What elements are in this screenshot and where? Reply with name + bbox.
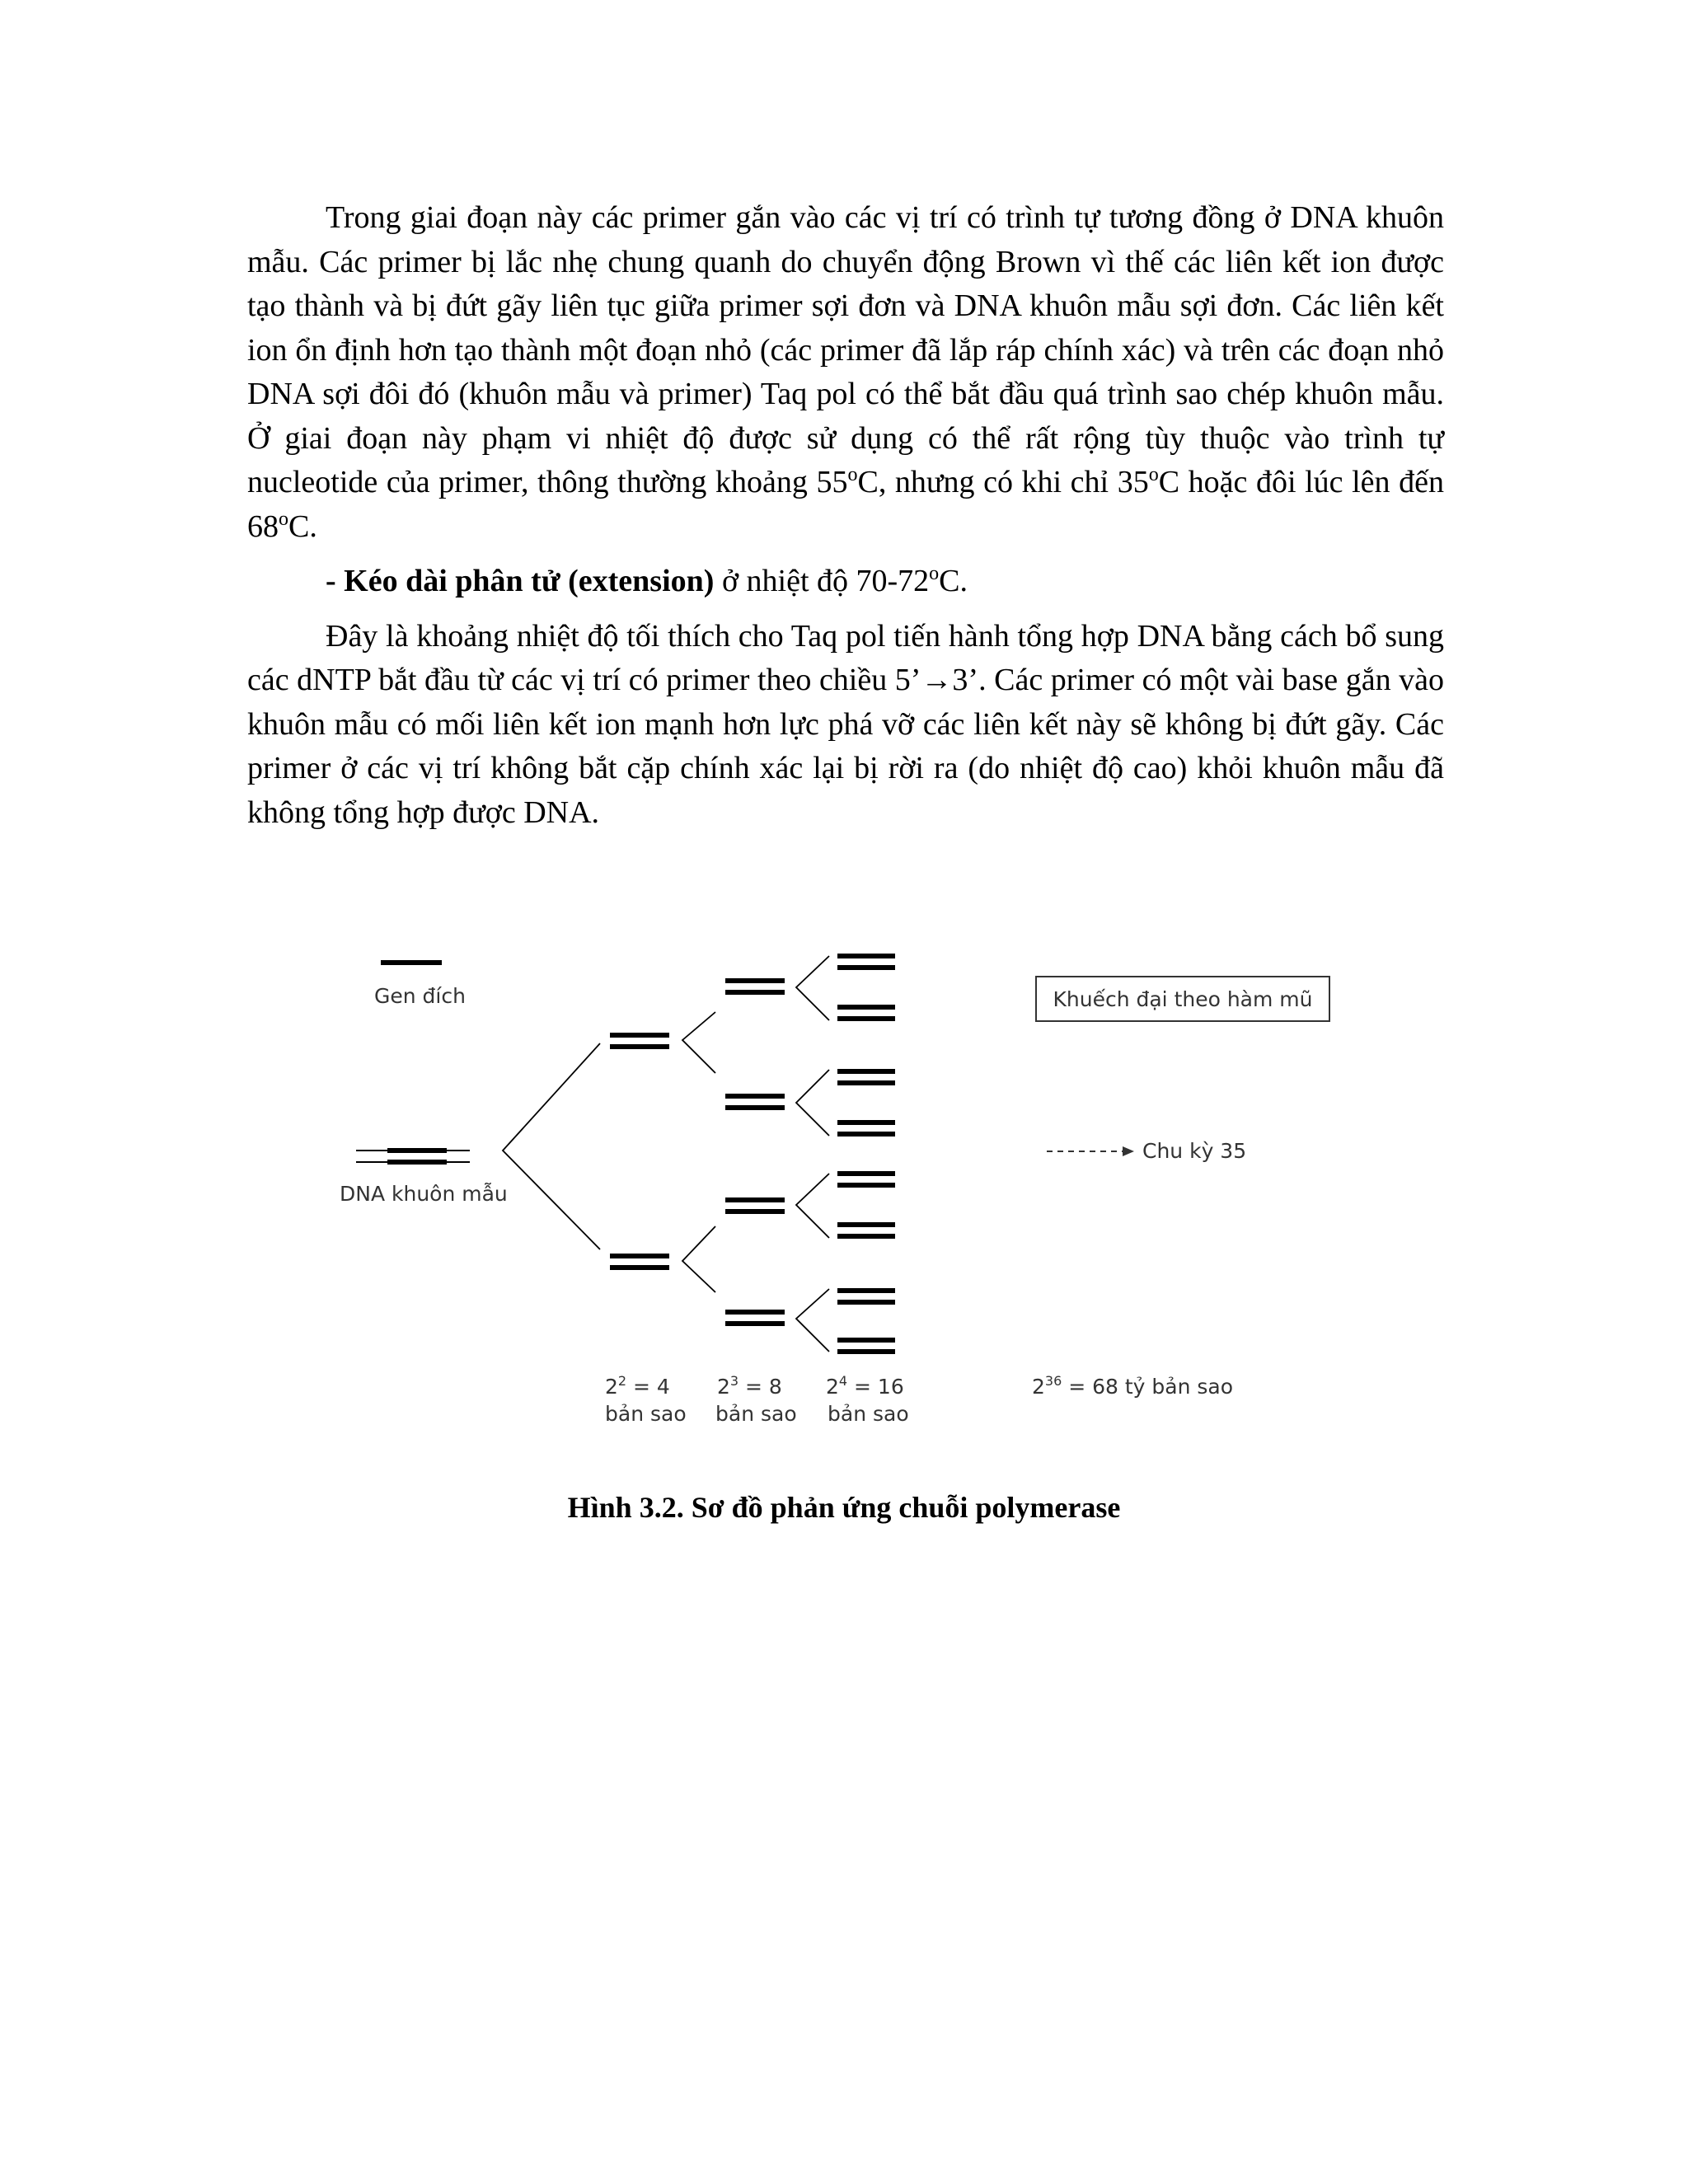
count-base: 2 [1032,1375,1045,1399]
paragraph-annealing-text: Trong giai đoạn này các primer gắn vào các vị trí có trình tự tương đồng ở DNA khuôn mẫu. Các primer bị lắc nhẹ chung quanh do chuyển động Brown vì thế các liên kết ion được tạo thành và bị đứt gãy liên tục giữa primer sợi đơn và DNA khuôn mẫu sợi đơn. Các liên kết ion ổn định hơn tạo thành một đoạn nhỏ (các primer đã lắp ráp chính xác) và trên các đoạn nhỏ DNA sợi đôi đó (khuôn mẫu và primer) Taq pol có thể bắt đầu quá trình sao chép khuôn mẫu. Ở giai đoạn này phạm vi nhiệt độ được sử dụng có thể rất rộng tùy thuộc vào trình tự nucleotide của primer, thông thường khoảng 55 [247,200,1444,499]
count-value: = 8 [738,1375,782,1399]
branch-cycle-2b [682,1226,715,1292]
degree-sup: o [847,464,858,485]
paragraph-extension: Đây là khoảng nhiệt độ tối thích cho Taq pol tiến hành tổng hợp DNA bằng cách bổ sung các dNTP bắt đầu từ các vị trí có primer theo chiều 5’→3’. Các primer có một vài base gắn vào khuôn mẫu có mối liên kết ion mạnh hơn lực phá vỡ các liên kết này sẽ không bị đứt gãy. Các primer ở các vị trí không bắt cặp chính xác lại bị rời ra (do nhiệt độ cao) khỏi khuôn mẫu đã không tổng hợp được DNA. [247,618,1444,830]
paragraph-annealing [247,196,1444,549]
branch-cycle-3d [796,1289,829,1352]
label-copies-3: bản sao [828,1402,909,1426]
count-base: 2 [826,1375,839,1399]
count-base: 2 [605,1375,618,1399]
body-text [247,196,1444,835]
label-target-gene: Gen đích [374,984,466,1008]
count-base: 2 [717,1375,730,1399]
label-dna-template: DNA khuôn mẫu [340,1182,508,1206]
branch-cycle-2a [682,1012,715,1073]
count-value: = 68 tỷ bản sao [1062,1375,1234,1399]
count-exp: 36 [1044,1373,1062,1389]
branch-cycle-1 [503,1043,600,1249]
label-count-16 [826,1374,904,1400]
count-exp: 3 [729,1373,739,1389]
count-value: = 16 [847,1375,904,1399]
cycle-arrow-head [1123,1146,1134,1156]
count-value: = 4 [626,1375,670,1399]
figure-caption: Hình 3.2. Sơ đồ phản ứng chuỗi polymerase [567,1491,1121,1524]
label-exponential-box [1035,976,1330,1022]
label-cycle-35: Chu kỳ 35 [1142,1139,1247,1163]
label-copies-2: bản sao [715,1402,797,1426]
heading-extension [247,560,1444,604]
paragraph-annealing-text-3: C hoặc đôi lúc lên đến 68 [247,465,1444,544]
label-count-4 [605,1374,670,1400]
paragraph-annealing-text-2: C, nhưng có khi chỉ 35 [857,465,1149,499]
label-count-8 [717,1374,782,1400]
heading-extension-rest: ở nhiệt độ 70-72 [714,564,930,598]
heading-extension-bold: - Kéo dài phân tử (extension) [326,564,715,598]
label-count-68-billion [1032,1374,1233,1400]
degree-sup: o [929,563,940,584]
label-copies-1: bản sao [605,1402,687,1426]
paragraph-annealing-end: C. [288,509,317,544]
degree-sup: o [1148,464,1159,485]
count-exp: 2 [617,1373,627,1389]
degree-sup: o [279,508,288,530]
count-exp: 4 [838,1373,848,1389]
heading-extension-end: C. [939,564,968,598]
branch-cycle-3a [796,956,829,1020]
label-exponential-text: Khuếch đại theo hàm mũ [1053,987,1313,1011]
branch-cycle-3c [796,1174,829,1238]
branch-cycle-3b [796,1070,829,1136]
